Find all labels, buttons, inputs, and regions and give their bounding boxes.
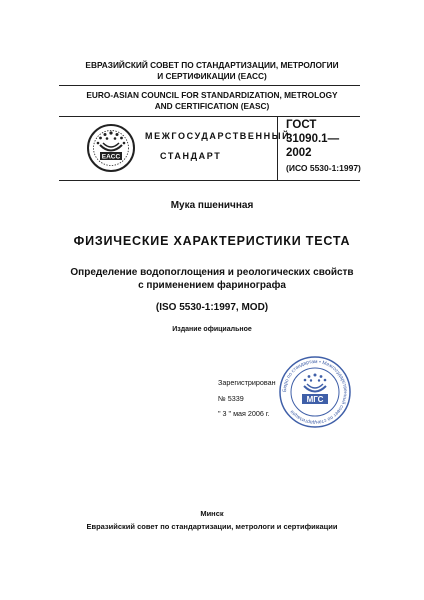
footer-city: Минск <box>200 509 224 518</box>
standard-type-line1: МЕЖГОСУДАРСТВЕННЫЙ <box>145 131 291 141</box>
gost-year: 2002 <box>286 147 312 159</box>
header-ru-line1: ЕВРАЗИЙСКИЙ СОВЕТ ПО СТАНДАРТИЗАЦИИ, МЕТРОЛОГИИ <box>85 60 339 70</box>
easc-logo <box>86 123 136 173</box>
block-top-rule <box>59 116 360 117</box>
header-divider <box>59 85 360 86</box>
edition-note: Издание официальное <box>172 326 252 333</box>
block-separator <box>277 116 278 180</box>
header-en-line2: AND CERTIFICATION (EASC) <box>154 101 270 111</box>
logo-label: EACC <box>101 153 121 161</box>
gost-label: ГОСТ <box>286 119 317 131</box>
standard-type-line2: СТАНДАРТ <box>160 151 222 161</box>
block-bottom-rule <box>59 180 360 181</box>
subtitle-line1: Определение водопоглощения и реологических свойств <box>70 267 354 278</box>
gost-iso-ref: (ИСО 5530-1:1997) <box>286 163 361 173</box>
subtitle-line2: с применением фаринографа <box>138 280 286 291</box>
easc-emblem-icon <box>86 123 136 173</box>
mgs-stamp-icon <box>278 355 352 429</box>
registration-stamp <box>278 355 352 429</box>
product-title: Мука пшеничная <box>170 200 254 211</box>
iso-reference: (ISO 5530-1:1997, MOD) <box>155 302 269 313</box>
main-title: ФИЗИЧЕСКИЕ ХАРАКТЕРИСТИКИ ТЕСТА <box>73 234 351 248</box>
registration-line1: Зарегистрирован <box>218 378 276 387</box>
gost-number: 31090.1— <box>286 133 340 145</box>
footer-publisher: Евразийский совет по стандартизации, метрологи и сертификации <box>86 522 338 531</box>
header-en-line1: EURO-ASIAN COUNCIL FOR STANDARDIZATION, METROLOGY <box>86 90 338 100</box>
stamp-ring-text: Бюро по стандартам • Межгосударственный совет по стандартизации <box>281 358 349 426</box>
registration-number: № 5339 <box>218 394 244 403</box>
header-ru-line2: И СЕРТИФИКАЦИИ (ЕАСС) <box>157 71 267 81</box>
registration-date: " 3 " мая 2006 г. <box>218 409 270 418</box>
stamp-label: МГС <box>306 395 324 404</box>
